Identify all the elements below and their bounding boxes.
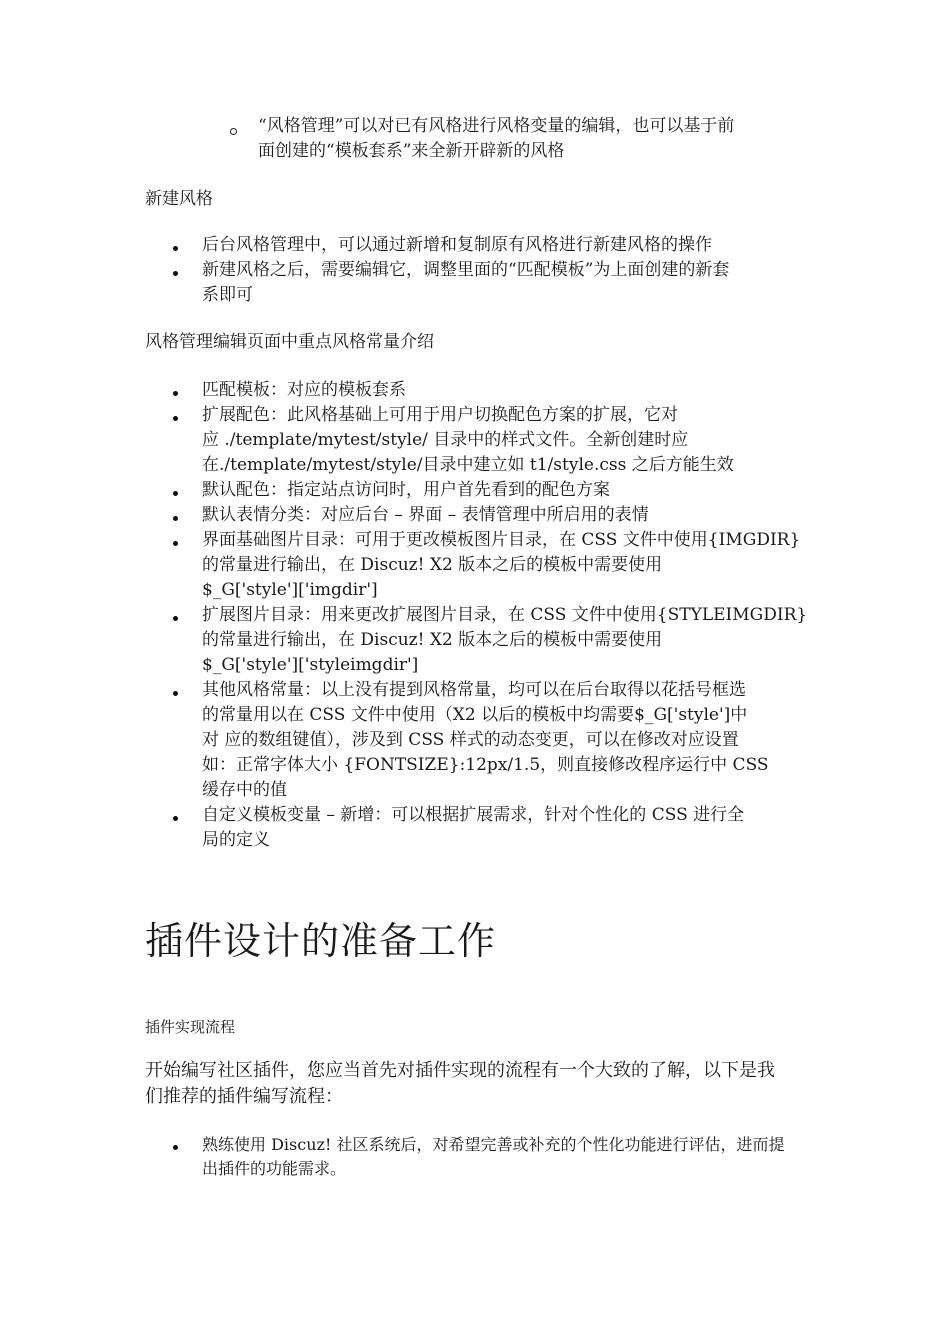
bullet-icon: [173, 541, 178, 546]
constant-item-7-line5: 缓存中的值: [202, 780, 287, 800]
bullet-icon: [173, 246, 178, 251]
constant-item-7-line1: 其他风格常量：以上没有提到风格常量，均可以在后台取得以花括号框选: [202, 680, 746, 700]
intro-sub-item-line2: 面创建的“模板套系”来全新开辟新的风格: [258, 141, 565, 161]
new-style-item-1: 后台风格管理中，可以通过新增和复制原有风格进行新建风格的操作: [202, 235, 712, 255]
constant-item-6-line2: 的常量进行输出，在 Discuz! X2 版本之后的模板中需要使用: [202, 630, 663, 650]
plugin-flow-label: 插件实现流程: [145, 1018, 236, 1036]
constant-item-2-line3: 在./template/mytest/style/目录中建立如 t1/style.css 之后方能生效: [202, 455, 734, 475]
constant-item-6-line1: 扩展图片目录：用来更改扩展图片目录，在 CSS 文件中使用{STYLEIMGDIR}: [202, 605, 808, 625]
plugin-intro-line2: 们推荐的插件编写流程：: [145, 1086, 343, 1107]
constant-item-2-line2: 应 ./template/mytest/style/ 目录中的样式文件。全新创建时应: [202, 430, 689, 450]
constant-item-5-line1: 界面基础图片目录：可用于更改模板图片目录，在 CSS 文件中使用{IMGDIR}: [202, 530, 801, 550]
constant-item-7-line2: 的常量用以在 CSS 文件中使用（X2 以后的模板中均需要$_G['style']中: [202, 705, 748, 725]
new-style-item-2-line1: 新建风格之后，需要编辑它，调整里面的“匹配模板”为上面创建的新套: [202, 260, 730, 280]
bullet-icon: [173, 1145, 178, 1150]
plugin-intro-line1: 开始编写社区插件，您应当首先对插件实现的流程有一个大致的了解，以下是我: [145, 1060, 775, 1081]
intro-sub-item-line1: “风格管理”可以对已有风格进行风格变量的编辑，也可以基于前: [258, 116, 735, 136]
section-heading-constants: 风格管理编辑页面中重点风格常量介绍: [145, 332, 434, 352]
bullet-icon: [173, 516, 178, 521]
constant-item-1: 匹配模板：对应的模板套系: [202, 380, 406, 400]
constant-item-5-line3: $_G['style']['imgdir']: [202, 580, 378, 600]
bullet-icon: [173, 391, 178, 396]
section-heading-new-style: 新建风格: [145, 189, 213, 209]
constant-item-8-line1: 自定义模板变量 – 新增：可以根据扩展需求，针对个性化的 CSS 进行全: [202, 805, 745, 825]
plugin-title: 插件设计的准备工作: [145, 919, 497, 963]
constant-item-6-line3: $_G['style']['styleimgdir']: [202, 655, 419, 675]
plugin-item-1-line2: 出插件的功能需求。: [202, 1159, 347, 1178]
constant-item-3: 默认配色：指定站点访问时，用户首先看到的配色方案: [202, 480, 610, 500]
constant-item-2-line1: 扩展配色：此风格基础上可用于用户切换配色方案的扩展，它对: [202, 405, 678, 425]
bullet-icon: [173, 271, 178, 276]
constant-item-7-line4: 如：正常字体大小 {FONTSIZE}:12px/1.5，则直接修改程序运行中 CSS: [202, 755, 769, 775]
bullet-icon: [173, 816, 178, 821]
bullet-icon: [173, 691, 178, 696]
bullet-icon: [173, 491, 178, 496]
bullet-icon: [173, 416, 178, 421]
plugin-item-1-line1: 熟练使用 Discuz! 社区系统后，对希望完善或补充的个性化功能进行评估，进而提: [202, 1135, 785, 1154]
constant-item-7-line3: 对 应的数组键值），涉及到 CSS 样式的动态变更，可以在修改对应设置: [202, 730, 739, 750]
constant-item-8-line2: 局的定义: [202, 830, 270, 850]
circle-bullet-icon: [230, 128, 237, 135]
new-style-item-2-line2: 系即可: [202, 285, 253, 305]
bullet-icon: [173, 616, 178, 621]
constant-item-5-line2: 的常量进行输出，在 Discuz! X2 版本之后的模板中需要使用: [202, 555, 663, 575]
constant-item-4: 默认表情分类：对应后台 – 界面 – 表情管理中所启用的表情: [202, 505, 649, 525]
